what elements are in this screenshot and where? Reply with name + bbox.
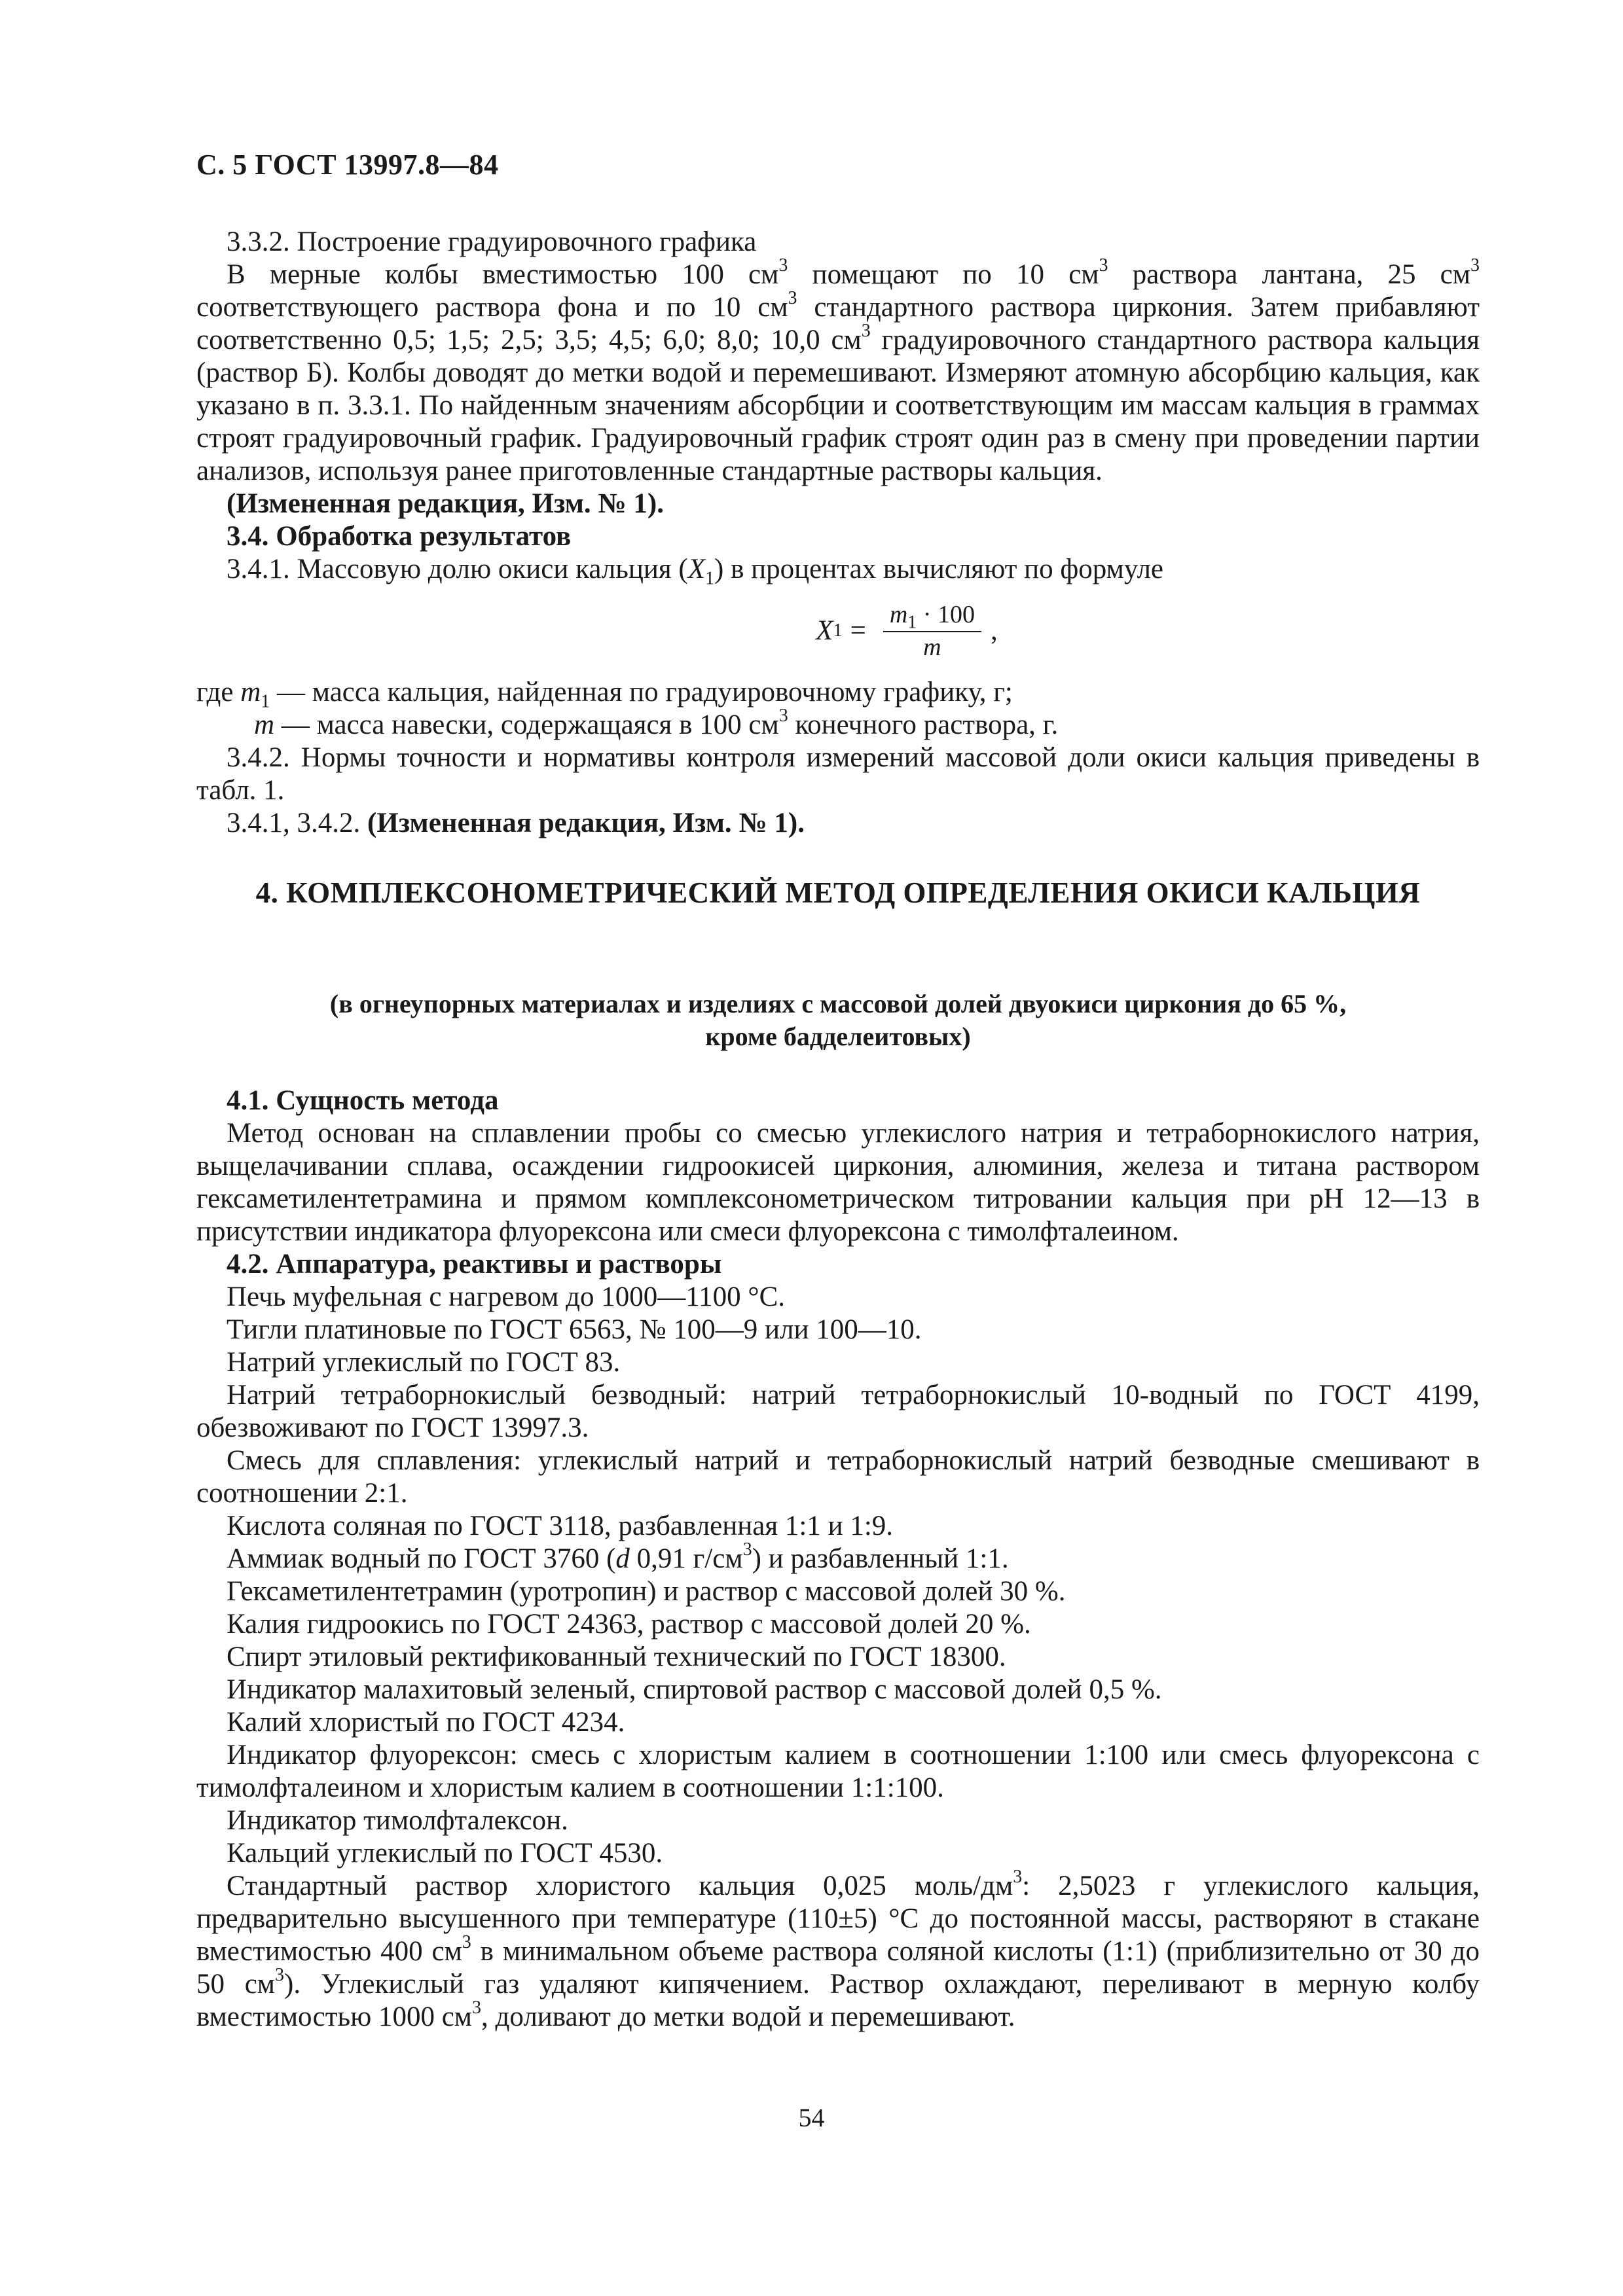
reagent-item: Тигли платиновые по ГОСТ 6563, № 100—9 или 100—10.: [227, 1314, 922, 1345]
standard-solution-text: Стандартный раствор хлористого кальция 0,025 моль/$дм^3$: 2,5023 г углекислого кальция, предварительно высушенного при температуре (110±5) °С до постоянной массы, растворяют в стакане вместимостью 400 $см^3$ в минимальном объеме раствора соляной кислоты (1:1) (приблизительно от 30 до 50 $см^3$). Углекислый газ удаляют кипячением. Раствор охлаждают, переливают в мерную колбу вместимостью 1000 $см^3$, доливают до метки водой и перемешивают.: [196, 1866, 1480, 2032]
page-number: 54: [798, 2103, 825, 2132]
where-line-m1: где $m_1$ — масса кальция, найденная по градуировочному графику, г;: [196, 677, 1013, 712]
amendment-note: (Измененная редакция, Изм. № 1).: [227, 488, 664, 519]
clause-4-2-title: 4.2. Аппаратура, реактивы и растворы: [227, 1249, 722, 1280]
reagent-item: Индикатор флуорексон: смесь с хлористым калием в соотношении 1:100 или смесь флуорексона с тимолфталеином и хлористым калием в соотношении 1:1:100.: [196, 1740, 1480, 1803]
reagent-item: Спирт этиловый ректификованный технический по ГОСТ 18300.: [227, 1641, 1006, 1672]
formula-fraction: $\frac{m_1 \cdot 100}{m}$: [883, 600, 981, 662]
section-4-subtitle: (в огнеупорных материалах и изделиях с массовой долей двуокиси циркония до 65 %, кроме бадделеитовых): [329, 989, 1347, 1051]
clause-3-4-title: 3.4. Обработка результатов: [227, 521, 572, 552]
clause-3-3-2-text: В мерные колбы вместимостью 100 $см^3$ помещают по 10 $см^3$ раствора лантана, 25 $см^3$ соответствующего раствора фона и по 10 $см^3$ стандартного раствора циркония. Затем прибавляют соответственно 0,5; 1,5; 2,5; 3,5; 4,5; 6,0; 8,0; 10,0 $см^3$ градуировочного стандартного раствора кальция (раствор Б). Колбы доводят до метки водой и перемешивают. Измеряют атомную абсорбцию кальция, как указано в п. 3.3.1. По найденным значениям абсорбции и соответствующим им массам кальция в граммах строят градуировочный график. Градуировочный график строят один раз в смену при проведении партии анализов, используя ранее приготовленные стандартные растворы кальция.: [196, 255, 1480, 486]
clause-4-1-title: 4.1. Сущность метода: [227, 1085, 499, 1116]
reagent-item: Натрий тетраборнокислый безводный: натрий тетраборнокислый 10-водный по ГОСТ 4199, обезвоживают по ГОСТ 13997.3.: [196, 1380, 1480, 1443]
clause-3-3-2-title: 3.3.2. Построение градуировочного графика: [227, 226, 757, 257]
reagent-item: Калий хлористый по ГОСТ 4234.: [227, 1707, 625, 1738]
reagent-item: Индикатор тимолфталексон.: [227, 1805, 568, 1836]
clause-3-4-2: 3.4.2. Нормы точности и нормативы контроля измерений массовой доли окиси кальция приведены в табл. 1.: [196, 742, 1480, 806]
page-header: С. 5 ГОСТ 13997.8—84: [196, 149, 499, 181]
reagent-item: Кислота соляная по ГОСТ 3118, разбавленная 1:1 и 1:9.: [227, 1511, 894, 1541]
reagent-item-ammonia: Аммиак водный по ГОСТ 3760 (d 0,91 $г/см^3$) и разбавленный 1:1.: [227, 1539, 1009, 1574]
reagent-item: Смесь для сплавления: углекислый натрий и тетраборнокислый натрий безводные смешивают в соотношении 2:1.: [196, 1445, 1480, 1509]
reagent-item: Печь муфельная с нагревом до 1000—1100 °С.: [227, 1282, 786, 1312]
reagent-item: Индикатор малахитовый зеленый, спиртовой раствор с массовой долей 0,5 %.: [227, 1674, 1162, 1705]
reagent-item: Гексаметилентетрамин (уротропин) и раствор с массовой долей 30 %.: [227, 1576, 1066, 1607]
reagent-item: Кальций углекислый по ГОСТ 4530.: [227, 1838, 663, 1869]
where-line-m: m — масса навески, содержащаяся в 100 $см^3$ конечного раствора, г.: [254, 705, 1059, 740]
section-4-title: 4. КОМПЛЕКСОНОМЕТРИЧЕСКИЙ МЕТОД ОПРЕДЕЛЕНИЯ ОКИСИ КАЛЬЦИЯ: [255, 876, 1421, 909]
document-body: [196, 226, 1480, 2034]
clause-4-1-text: Метод основан на сплавлении пробы со смесью углекислого натрия и тетраборнокислого натрия, выщелачивании сплава, осаждении гидроокисей циркония, алюминия, железа и титана раствором гексаметилентетрамина и прямом комплексонометрическом титровании кальция при рН 12—13 в присутствии индикатора флуорексона или смеси флуорексона с тимолфталеином.: [196, 1118, 1480, 1247]
formula-x1: X 1 = $\frac{m_1 \cdot 100}{m}$ ,: [816, 601, 998, 661]
clause-3-4-1: 3.4.1. Массовую долю окиси кальция $(X_1)$ в процентах вычисляют по формуле: [227, 554, 1163, 589]
reagent-item: Натрий углекислый по ГОСТ 83.: [227, 1347, 621, 1378]
clause-3-4-amendment: 3.4.1, 3.4.2. (Измененная редакция, Изм. № 1).: [227, 808, 805, 838]
reagent-item: Калия гидроокись по ГОСТ 24363, раствор с массовой долей 20 %.: [227, 1609, 1031, 1640]
